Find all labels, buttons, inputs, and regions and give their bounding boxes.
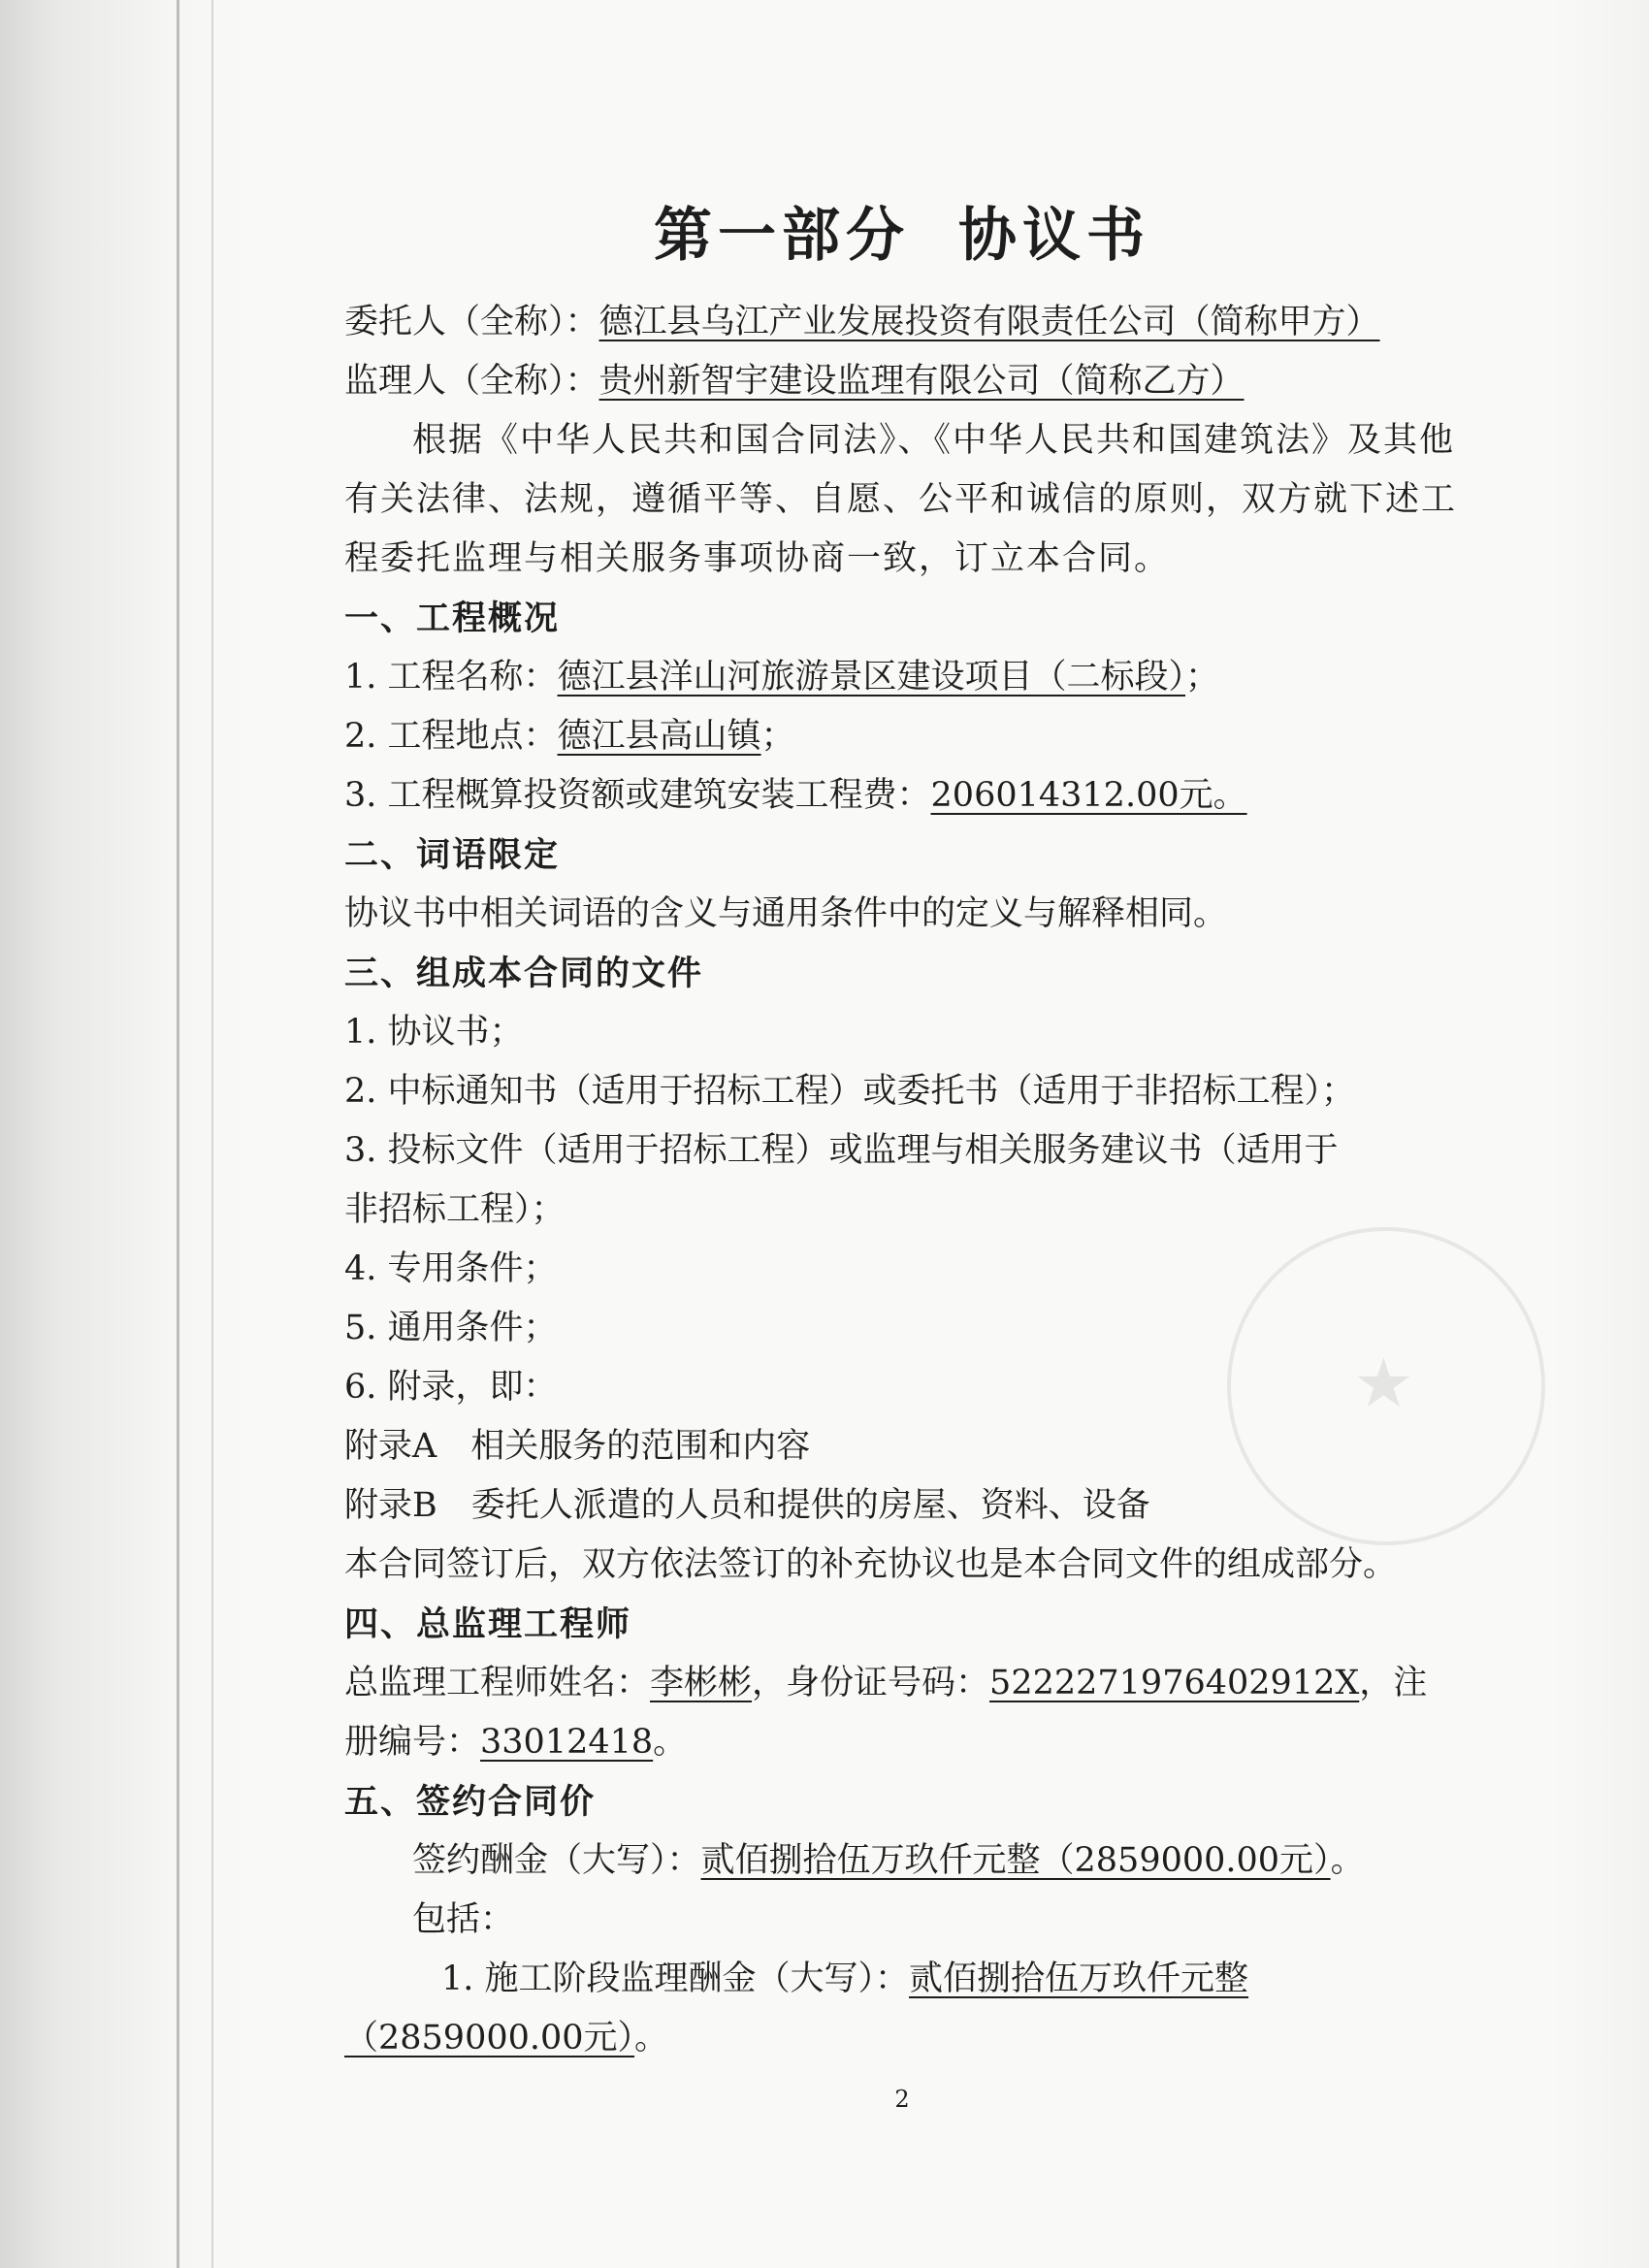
construction-fee-amount: （2859000.00元） [344, 2019, 635, 2057]
project-budget-line [344, 766, 1460, 826]
contract-fee-label: 签约酬金（大写）： [412, 1841, 701, 1880]
document-list-item: 1. 协议书； [344, 1013, 524, 1052]
entrust-value: 德江县乌江产业发展投资有限责任公司（简称甲方） [598, 303, 1380, 341]
construction-fee-end: 。 [634, 2019, 669, 2057]
faint-seal-star: ★ [1353, 1344, 1414, 1423]
chief-id-label: ，身份证号码： [752, 1664, 990, 1702]
binding-edge [177, 0, 179, 2268]
document-list-item: 6. 附录，即： [344, 1368, 558, 1407]
contract-fee-line [344, 1831, 1460, 1891]
supplement-note: 本合同签订后，双方依法签订的补充协议也是本合同文件的组成部分。 [344, 1545, 1398, 1584]
title-name: 协议书 [958, 202, 1150, 270]
chief-engineer-line [344, 1654, 1460, 1713]
chief-name-value: 李彬彬 [650, 1664, 753, 1702]
page-title [344, 194, 1460, 277]
supervisor-label: 监理人（全称）： [344, 362, 599, 401]
entrust-label: 委托人（全称）： [344, 303, 599, 341]
chief-reg-end: 。 [653, 1723, 688, 1762]
project-budget-value: 206014312.00元。 [930, 776, 1247, 815]
chief-id-value: 522227197640291​2X [989, 1664, 1360, 1702]
section5-heading: 五、签约合同价 [344, 1782, 597, 1822]
project-name-line [344, 648, 1460, 707]
contract-fee-value: 贰佰捌拾伍万玖仟元整（2859000.00元） [700, 1841, 1331, 1880]
project-location-end: ； [760, 717, 795, 756]
chief-name-label: 总监理工程师姓名： [344, 1664, 651, 1702]
contract-fee-end: 。 [1330, 1841, 1365, 1880]
document-list-item: 2. 中标通知书（适用于招标工程）或委托书（适用于非招标工程）； [344, 1072, 1356, 1111]
project-location-line [344, 707, 1460, 766]
section2-heading: 二、词语限定 [344, 835, 561, 875]
appendix-b: 附录B 委托人派遣的人员和提供的房屋、资料、设备 [344, 1486, 1150, 1525]
project-location-label: 2. 工程地点： [344, 717, 558, 756]
construction-fee-line [344, 1950, 1460, 2009]
project-name-value: 德江县洋山河旅游景区建设项目（二标段） [557, 658, 1186, 697]
construction-fee-value: 贰佰捌拾伍万玖仟元整 [909, 1960, 1249, 1998]
page-number: 2 [894, 2086, 910, 2113]
project-name-end: ； [1185, 658, 1220, 697]
construction-fee-label: 1. 施工阶段监理酬金（大写）： [441, 1960, 910, 1998]
appendix-a: 附录A 相关服务的范围和内容 [344, 1427, 811, 1466]
document-list-item: 4. 专用条件； [344, 1249, 558, 1288]
document-list-item: 非招标工程）； [344, 1190, 566, 1229]
include-line: 包括： [412, 1900, 515, 1939]
chief-reg-tail: ，注 [1359, 1664, 1428, 1702]
chief-reg-value: 33012418 [480, 1723, 654, 1762]
document-list-item: 5. 通用条件； [344, 1309, 558, 1347]
section4-heading: 四、总监理工程师 [344, 1604, 632, 1644]
entrust-line [344, 293, 1460, 352]
title-part: 第一部分 [654, 202, 910, 270]
project-budget-label: 3. 工程概算投资额或建筑安装工程费： [344, 776, 931, 815]
supervisor-value: 贵州新智宇建设监理有限公司（简称乙方） [598, 362, 1245, 401]
binding-edge-inner [211, 0, 213, 2268]
section1-heading: 一、工程概况 [344, 599, 561, 638]
chief-registration-line [344, 1713, 1460, 1772]
project-location-value: 德江县高山镇 [557, 717, 761, 756]
project-name-label: 1. 工程名称： [344, 658, 558, 697]
supervisor-line [344, 352, 1460, 411]
section2-text: 协议书中相关词语的含义与通用条件中的定义与解释相同。 [344, 894, 1228, 933]
agreement-body [344, 194, 1460, 2068]
construction-fee-amount-line [344, 2009, 1460, 2068]
intro-paragraph: 根据《中华人民共和国合同法》、《中华人民共和国建筑法》及其他有关法律、法规，遵循平等、自愿、公平和诚信的原则，双方就下述工程委托监理与相关服务事项协商一致，订立本合同。 [344, 421, 1458, 578]
chief-reg-label: 册编号： [344, 1723, 481, 1762]
document-list-item: 3. 投标文件（适用于招标工程）或监理与相关服务建议书（适用于 [344, 1131, 1339, 1170]
section3-heading: 三、组成本合同的文件 [344, 954, 704, 993]
